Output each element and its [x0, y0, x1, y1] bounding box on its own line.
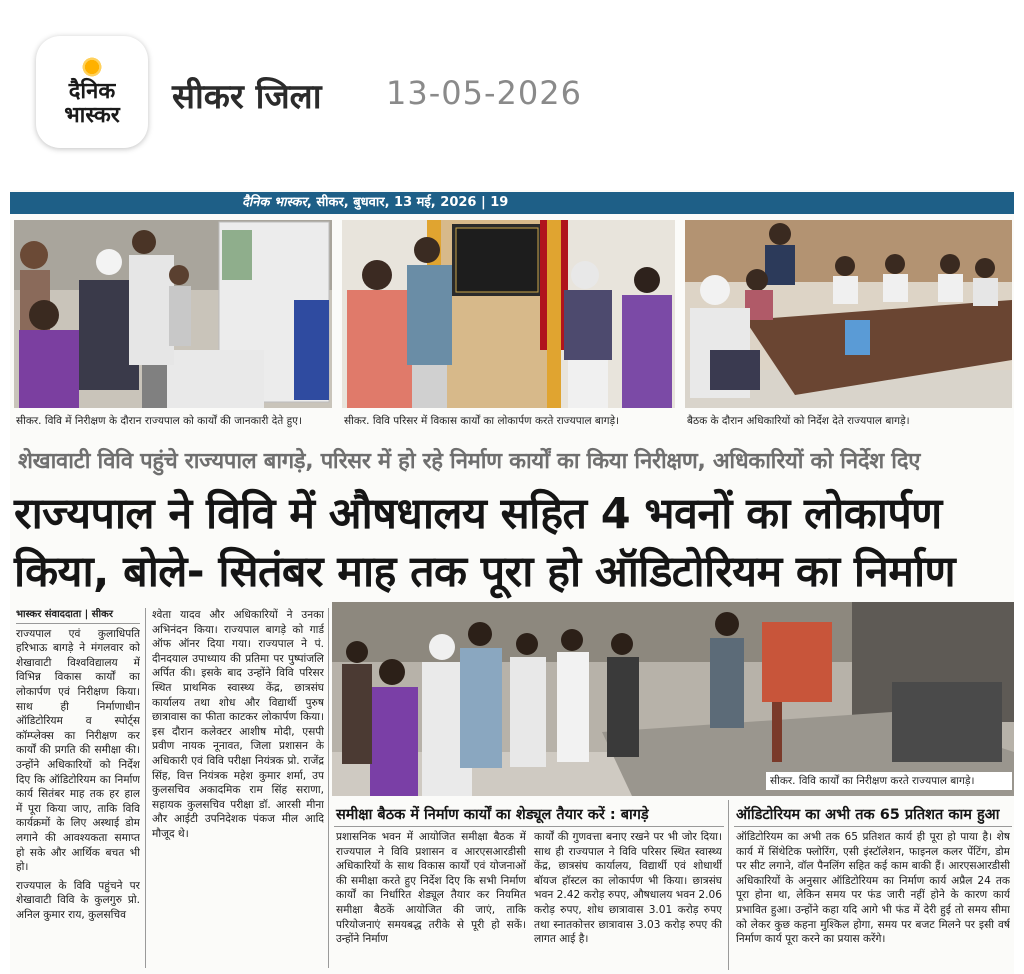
photo-plaque: [342, 220, 675, 408]
photo-site-visit: [332, 602, 1014, 796]
app-header: [0, 0, 1024, 180]
headline-line-1: राज्यपाल ने विवि में औषधालय सहित 4 भवनों का लोकार्पण: [14, 489, 942, 539]
logo-line-2: भास्कर: [64, 103, 120, 128]
kicker: शेखावाटी विवि पहुंचे राज्यपाल बागड़े, परिसर में हो रहे निर्माण कार्यों का किया निरीक्षण, अधिकारियों को निर्देश दिए: [18, 449, 921, 474]
photo-caption-3: बैठक के दौरान अधिकारियों को निर्देश देते राज्यपाल बागड़े।: [687, 415, 910, 427]
folio-brand: दैनिक भास्कर: [242, 195, 307, 210]
headline-line-2: किया, बोले- सितंबर माह तक पूरा हो ऑडिटोरियम का निर्माण: [14, 547, 956, 597]
subhead-rule: [734, 826, 1012, 827]
folio-text: , सीकर, बुधवार, 13 मई, 2026 | 19: [306, 195, 509, 210]
column-1-text-b: राज्यपाल के विवि पहुंचने पर शेखावाटी विवि के कुलगुरु प्रो. अनिल कुमार राय, कुलसचिव: [16, 879, 140, 921]
logo-line-1: दैनिक: [68, 79, 116, 104]
edition-date[interactable]: 13-05-2026: [386, 74, 582, 112]
subhead-review-meeting: समीक्षा बैठक में निर्माण कार्यों का शेड्यूल तैयार करें : बागड़े: [336, 807, 649, 823]
newspaper-logo[interactable]: [36, 36, 148, 148]
photo-meeting: [685, 220, 1012, 408]
article-column-3: [336, 830, 526, 970]
column-2-text: श्वेता यादव और अधिकारियों ने उनका अभिनंदन किया। राज्यपाल बागड़े को गार्ड ऑफ ऑनर दिया गया। राज्यपाल ने पं. दीनदयाल उपाध्याय की प्रतिमा पर पुष्पांजलि अर्पित की। इसके बाद उन्होंने विवि परिसर स्थित प्राथमिक स्वास्थ्य केंद्र, छात्रसंघ कार्यालय तथा शोध और विद्यार्थी पुरुष छात्रावास का फीता काटकर लोकार्पण किया। इस दौरान कलेक्टर आशीष मोदी, एसपी प्रवीण नायक नूनावत, जिला प्रशासन के अधिकारी एवं विवि परीक्षा नियंत्रक प्रो. राजेंद्र सिंह, वित्त नियंत्रक महेश कुमार शर्मा, उप कुलसचिव अकादमिक राम सिंह सराणा, सहायक कुलसचिव परीक्षा डॉ. आरसी मीना और आईटी उपनिदेशक पंकज मील आदि मौजूद थे।: [152, 609, 324, 840]
column-5-text: ऑडिटोरियम का अभी तक 65 प्रतिशत कार्य ही पूरा हो पाया है। शेष कार्य में सिंथेटिक फ्लोरिंग, एसी इंस्टॉलेशन, फाइनल कलर पेंटिंग, डोम पर सीट लगाने, वॉल पैनलिंग सहित कई काम बाकी हैं। आरएसआरडीसी अधिकारियों के अनुसार ऑडिटोरियम का निर्माण कार्य अप्रैल 24 तक पूरा होना था, लेकिन समय पर फंड जारी नहीं होने के कारण कार्य प्रभावित हुआ। उन्होंने कहा यदि आगे भी फंड में देरी हुई तो समय सीमा को लेकर कुछ कहना मुश्किल होगा, समय पर बजट मिलने पर इसी वर्ष निर्माण कार्य पूरा करने का प्रयास करेंगे।: [736, 831, 1010, 946]
subhead-rule: [334, 826, 724, 827]
edition-title[interactable]: सीकर जिला: [172, 77, 322, 117]
photo-inspection: [14, 220, 332, 408]
byline: भास्कर संवाददाता | सीकर: [16, 608, 140, 624]
sun-icon: [77, 56, 107, 78]
photo-caption-4: सीकर. विवि कार्यों का निरीक्षण करते राज्यपाल बागड़े।: [766, 772, 1012, 790]
column-divider: [728, 800, 729, 970]
column-4-text: कार्यों की गुणवत्ता बनाए रखने पर भी जोर दिया। साथ ही राज्यपाल ने विवि परिसर स्थित स्वास्थ्य केंद्र, छात्रसंघ कार्यालय, विद्यार्थी एवं शोधार्थी बॉयज हॉस्टल का लोकार्पण भी किया। छात्रसंघ भवन 2.42 करोड़ रुपए, औषधालय भवन 2.06 करोड़ रुपए, शोध छात्रावास 3.01 करोड़ रुपए तथा स्नातकोत्तर छात्रावास 3.03 करोड़ रुपए की लागत आई है।: [534, 831, 722, 946]
column-divider: [328, 608, 329, 968]
page-folio-bar: [10, 192, 1014, 214]
article-column-4: [534, 830, 722, 970]
photo-caption-2: सीकर. विवि परिसर में विकास कार्यों का लोकार्पण करते राज्यपाल बागड़े।: [344, 415, 620, 427]
article-column-5: [736, 830, 1010, 970]
subhead-auditorium-progress: ऑडिटोरियम का अभी तक 65 प्रतिशत काम हुआ: [736, 807, 1000, 823]
photo-caption-1: सीकर. विवि में निरीक्षण के दौरान राज्यपाल को कार्यों की जानकारी देते हुए।: [16, 415, 302, 427]
column-1-text: राज्यपाल एवं कुलाधिपति हरिभाऊ बागड़े ने मंगलवार को शेखावाटी विश्वविद्यालय में विभिन्न विकास कार्यों का लोकार्पण एवं निरीक्षण किया। साथ ही निर्माणाधीन ऑडिटोरियम व स्पोर्ट्स कॉम्प्लेक्स का निरीक्षण कर कार्यों की प्रगति की समीक्षा की। उन्होंने अधिकारियों को निर्देश दिए कि ऑडिटोरियम का निर्माण कार्य सितंबर माह तक हर हाल में पूरा किया जाए, ताकि विवि कार्यक्रमों के लिए अस्थाई डोम लगाने की आवश्यकता समाप्त हो सके और आर्थिक बचत भी हो।: [16, 627, 140, 874]
column-3-text: प्रशासनिक भवन में आयोजित समीक्षा बैठक में राज्यपाल ने विवि प्रशासन व आरएसआरडीसी अधिकारियों के साथ विकास कार्यों एवं योजनाओं की समीक्षा करते हुए निर्देश दिए कि सभी निर्माण कार्यों का निर्धारित शेड्यूल तैयार कर नियमित समीक्षा बैठकें आयोजित की जाएं, ताकि परियोजनाएं समयबद्ध तरीके से पूरी हो सकें। उन्होंने निर्माण: [336, 831, 526, 946]
newspaper-page[interactable]: [10, 190, 1014, 974]
article-column-2: [152, 608, 324, 974]
column-divider: [145, 608, 146, 968]
article-column-1: [16, 608, 140, 974]
